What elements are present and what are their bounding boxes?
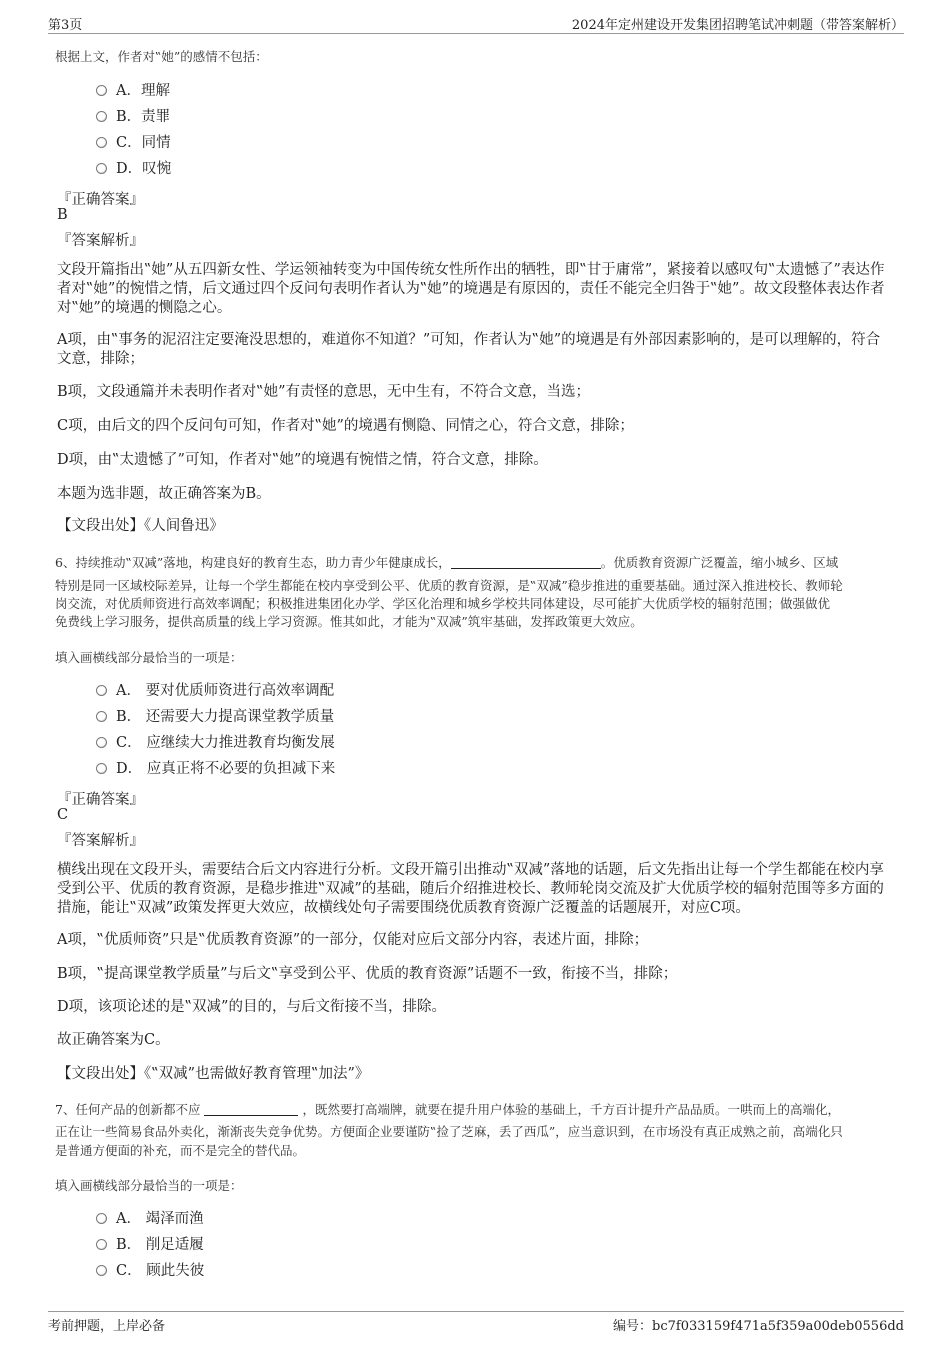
document-id: 编号：bc7f033159f471a5f359a00deb0556dd <box>613 1319 904 1334</box>
q7-stem-line2: 正在让一些简易食品外卖化，渐渐丧失竞争优势。方便面企业要谨防‟捡了芝麻，丢了西瓜”，应当意识到，在市场没有真正成熟之前，高端化只 <box>55 1124 843 1139</box>
q7-prompt: 填入画横线部分最恰当的一项是： <box>55 1178 243 1193</box>
radio-icon[interactable] <box>96 1213 107 1224</box>
q5-option-d[interactable]: D．叹惋 <box>96 159 171 179</box>
q5-option-c[interactable]: C．同情 <box>96 133 171 153</box>
radio-icon[interactable] <box>96 737 107 748</box>
q6-answer-tag: 『正确答案』 <box>57 792 144 808</box>
page-footer <box>48 1311 904 1334</box>
q6-option-c[interactable]: C． 应继续大力推进教育均衡发展 <box>96 733 335 753</box>
q6-option-a[interactable]: A． 要对优质师资进行高效率调配 <box>96 681 334 701</box>
q6-option-b[interactable]: B． 还需要大力提高课堂教学质量 <box>96 707 334 727</box>
q5-source: 【文段出处】《人间鲁迅》 <box>57 518 224 534</box>
q7-option-b[interactable]: B． 削足适履 <box>96 1235 204 1255</box>
q6-answer: C <box>57 807 69 823</box>
q5-conclusion: 本题为选非题，故正确答案为B。 <box>57 486 271 502</box>
q6-conclusion: 故正确答案为C。 <box>57 1032 170 1048</box>
fill-blank <box>204 1102 298 1116</box>
q5-option-a[interactable]: A．理解 <box>96 81 170 101</box>
q5-analysis-d: D项，由‟太遗憾了”可知，作者对‟她”的境遇有惋惜之情，符合文意，排除。 <box>57 452 548 468</box>
q6-analysis-intro: 横线出现在文段开头，需要结合后文内容进行分析。文段开篇引出推动‟双减”落地的话题，后文先指出让每一个学生都能在校内享受到公平、优质的教育资源，是稳步推进‟双减”的基础，随后介绍推进校长、教师轮岗交流及扩大优质学校的辐射范围等多方面的措施，能让‟双减”政策发挥更大效应，故横线处句子需要围绕优质教育资源广泛覆盖的话题展开，对应C项。 <box>57 862 884 916</box>
radio-icon[interactable] <box>96 685 107 696</box>
q7-option-c[interactable]: C． 顾此失彼 <box>96 1261 204 1281</box>
q6-stem-line1: 6、持续推动‟双减”落地，构建良好的教育生态，助力青少年健康成长， 。优质教育资源广泛覆盖，缩小城乡、区域 <box>55 555 839 570</box>
fill-blank <box>451 555 601 569</box>
q5-answer: B <box>57 207 68 223</box>
q6-stem-line4: 免费线上学习服务，提供高质量的线上学习资源。惟其如此，才能为‟双减”筑牢基础，发挥政策更大效应。 <box>55 614 643 629</box>
q6-analysis-d: D项，该项论述的是‟双减”的目的，与后文衔接不当，排除。 <box>57 999 446 1015</box>
q6-option-d[interactable]: D． 应真正将不必要的负担减下来 <box>96 759 335 779</box>
q6-prompt: 填入画横线部分最恰当的一项是： <box>55 650 243 665</box>
q6-stem-line2: 特别是同一区域校际差异，让每一个学生都能在校内享受到公平、优质的教育资源，是‟双减”稳步推进的重要基础。通过深入推进校长、教师轮 <box>55 578 843 593</box>
q5-option-b[interactable]: B．责罪 <box>96 107 170 127</box>
q7-stem-line1: 7、任何产品的创新都不应 ，既然要打高端牌，就要在提升用户体验的基础上，千方百计提升产品品质。一哄而上的高端化， <box>55 1102 840 1117</box>
radio-icon[interactable] <box>96 1239 107 1250</box>
q6-source: 【文段出处】《‟双减”也需做好教育管理‟加法”》 <box>57 1066 370 1082</box>
q5-analysis-c: C项，由后文的四个反问句可知，作者对‟她”的境遇有恻隐、同情之心，符合文意，排除； <box>57 418 634 434</box>
radio-icon[interactable] <box>96 137 107 148</box>
document-title: 2024年定州建设开发集团招聘笔试冲刺题（带答案解析） <box>571 18 904 33</box>
q7-option-a[interactable]: A． 竭泽而渔 <box>96 1209 204 1229</box>
page-header <box>48 12 904 34</box>
radio-icon[interactable] <box>96 1265 107 1276</box>
radio-icon[interactable] <box>96 763 107 774</box>
q6-analysis-b: B项，‟提高课堂教学质量”与后文‟享受到公平、优质的教育资源”话题不一致，衔接不当，排除； <box>57 966 678 982</box>
q5-prompt: 根据上文，作者对‟她”的感情不包括： <box>55 49 268 64</box>
radio-icon[interactable] <box>96 711 107 722</box>
radio-icon[interactable] <box>96 85 107 96</box>
q5-answer-tag: 『正确答案』 <box>57 192 144 208</box>
q5-analysis-tag: 『答案解析』 <box>57 233 144 249</box>
radio-icon[interactable] <box>96 163 107 174</box>
footer-slogan: 考前押题，上岸必备 <box>48 1319 166 1334</box>
q5-analysis-intro: 文段开篇指出‟她”从五四新女性、学运领袖转变为中国传统女性所作出的牺牲，即‟甘于庸常”，紧接着以感叹句‟太遗憾了”表达作者对‟她”的惋惜之情，后文通过四个反问句表明作者认为‟她”的境遇是有原因的，责任不能完全归咎于‟她”。故文段整体表达作者对‟她”的境遇的恻隐之心。 <box>57 262 885 316</box>
page-number: 第3页 <box>48 18 83 33</box>
q5-analysis-b: B项，文段通篇并未表明作者对‟她”有责怪的意思，无中生有，不符合文意，当选； <box>57 384 590 400</box>
q6-stem-line3: 岗交流，对优质师资进行高效率调配；积极推进集团化办学、学区化治理和城乡学校共同体建设，尽可能扩大优质学校的辐射范围；做强做优 <box>55 596 831 611</box>
q7-stem-line3: 是普通方便面的补充，而不是完全的替代品。 <box>55 1143 306 1158</box>
q5-analysis-a: A项，由‟事务的泥沼注定要淹没思想的，难道你不知道？”可知，作者认为‟她”的境遇是有外部因素影响的，是可以理解的，符合文意，排除； <box>57 332 881 367</box>
q6-analysis-tag: 『答案解析』 <box>57 833 144 849</box>
q6-analysis-a: A项，‟优质师资”只是‟优质教育资源”的一部分，仅能对应后文部分内容，表述片面，排除； <box>57 932 649 948</box>
radio-icon[interactable] <box>96 111 107 122</box>
